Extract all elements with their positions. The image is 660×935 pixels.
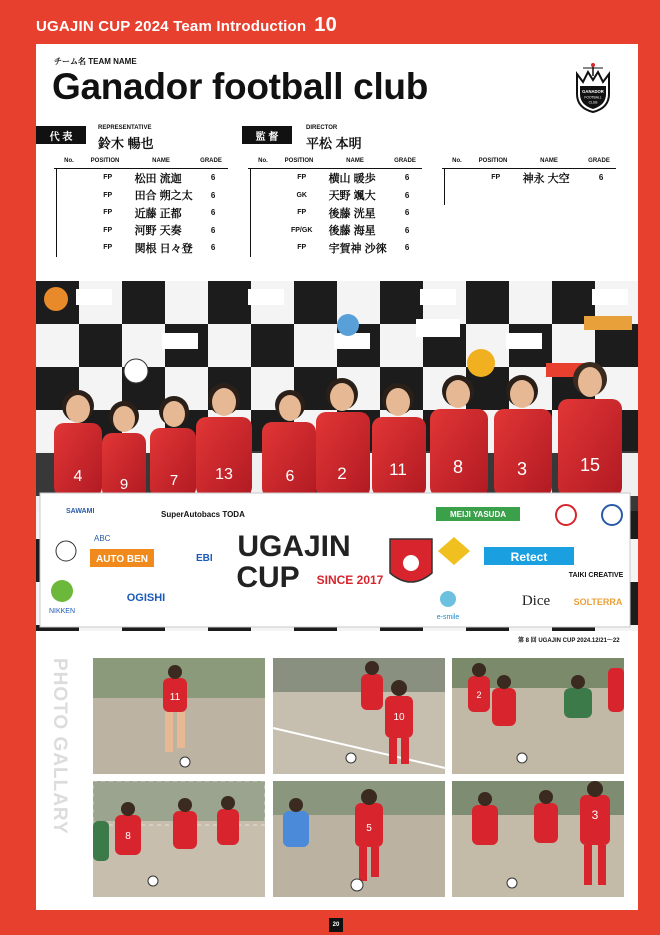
representative-label: REPRESENTATIVE — [98, 125, 152, 131]
table-row — [57, 222, 228, 240]
jersey-number: 8 — [452, 457, 464, 477]
director-label: DIRECTOR — [306, 125, 338, 131]
issue-title: UGAJIN CUP 2024 Team Introduction — [36, 18, 307, 35]
table-row — [251, 222, 422, 240]
jersey-number: 13 — [215, 466, 233, 483]
jersey-number: 4 — [73, 468, 83, 485]
jersey-number: 8 — [125, 831, 131, 842]
gallery-photo-2 — [273, 658, 445, 774]
photo-caption: 第 8 回 UGAJIN CUP 2024.12/21～22 — [518, 638, 620, 644]
team-name-label-jp: チーム名 — [54, 57, 86, 66]
player-position: FP/GK — [290, 226, 313, 234]
team-photo — [36, 281, 638, 631]
player-position: GK — [296, 191, 307, 199]
jersey-number: 6 — [285, 468, 295, 485]
jersey-number: 9 — [119, 476, 129, 493]
jersey-number: 7 — [169, 472, 179, 489]
player-position: FP — [297, 209, 307, 217]
banner-line1: UGAJIN — [237, 530, 351, 563]
jersey-number: 5 — [366, 823, 372, 834]
header-grade: GRADE — [394, 158, 416, 164]
player-name: 松田 流迦 — [134, 172, 182, 185]
sponsor-logo: SAWAMI — [66, 508, 95, 515]
sponsor-logo: Dice — [521, 593, 551, 609]
representative-name: 鈴木 暢也 — [98, 136, 154, 151]
player-grade: 6 — [210, 243, 216, 253]
player-grade: 6 — [210, 173, 216, 183]
player-grade: 6 — [210, 190, 216, 200]
header-name: NAME — [152, 158, 170, 164]
photo-gallery-label — [34, 652, 70, 867]
jersey-number: 11 — [389, 460, 407, 479]
sponsor-logo: NIKKEN — [48, 608, 76, 615]
header-no: No. — [452, 158, 462, 164]
roster-table-2 — [248, 158, 422, 257]
player-name: 神永 大空 — [522, 172, 570, 185]
table-row — [251, 239, 422, 257]
jersey-number: 11 — [169, 692, 181, 703]
banner-since: SINCE 2017 — [316, 573, 384, 587]
player-name: 田合 朔之太 — [134, 190, 193, 203]
player-name: 河野 天奏 — [134, 225, 182, 238]
roster-header — [442, 158, 616, 169]
crest-text-mid: FOOTBALL — [584, 95, 602, 100]
header-position: POSITION — [90, 158, 120, 164]
player-grade: 6 — [404, 208, 410, 218]
table-row — [57, 239, 228, 257]
sponsor-logo: SOLTERRA — [573, 597, 623, 607]
team-photo-image — [36, 281, 638, 631]
header-grade: GRADE — [588, 158, 610, 164]
player-grade: 6 — [404, 243, 410, 253]
sponsor-logo: AUTO BEN — [95, 554, 149, 565]
header-no: No. — [64, 158, 74, 164]
gallery-photo-6 — [452, 781, 624, 897]
sponsor-logo: Retect — [510, 550, 548, 564]
player-name: 後藤 海星 — [328, 225, 376, 238]
header-no: No. — [258, 158, 268, 164]
roster-table-3 — [442, 158, 616, 205]
header-name: NAME — [540, 158, 558, 164]
header-grade: GRADE — [200, 158, 222, 164]
roster-header — [248, 158, 422, 169]
sponsor-logo: MEIJI YASUDA — [449, 510, 507, 519]
header-position: POSITION — [478, 158, 508, 164]
table-row — [251, 169, 422, 187]
player-position: FP — [103, 209, 113, 217]
header-position: POSITION — [284, 158, 314, 164]
gallery-photo-3 — [452, 658, 624, 774]
crest-text-bot: CLUB — [588, 100, 598, 105]
jersey-number: 2 — [476, 690, 482, 700]
issue-header — [36, 14, 337, 37]
photo-gallery-text: PHOTO GALLARY — [49, 658, 70, 835]
player-position: FP — [297, 174, 307, 182]
director-tag: 監 督 — [242, 126, 292, 144]
player-name: 横山 暖歩 — [328, 172, 376, 185]
jersey-number: 15 — [579, 455, 601, 475]
director-name: 平松 本明 — [306, 136, 362, 151]
representative-tag: 代 表 — [36, 126, 86, 144]
header-name: NAME — [346, 158, 364, 164]
player-grade: 6 — [210, 208, 216, 218]
crest-text-top: GANADOR — [582, 89, 604, 94]
table-row — [251, 187, 422, 205]
issue-number: 10 — [314, 14, 337, 36]
player-position: FP — [103, 174, 113, 182]
sponsor-logo: ABC — [94, 534, 111, 543]
player-grade: 6 — [598, 173, 604, 183]
sponsor-logo: SuperAutobacs TODA — [161, 510, 245, 519]
table-row — [57, 204, 228, 222]
gallery-photo-1 — [93, 658, 265, 774]
jersey-number: 2 — [337, 464, 347, 483]
jersey-number: 3 — [591, 808, 599, 822]
table-row — [57, 187, 228, 205]
player-position: FP — [491, 174, 501, 182]
sponsor-logo: e-smile — [436, 614, 460, 621]
page-sheet — [36, 44, 638, 910]
jersey-number: 10 — [393, 712, 405, 723]
gallery-photo-5 — [273, 781, 445, 897]
team-name-label-en: TEAM NAME — [88, 57, 137, 66]
table-row — [251, 204, 422, 222]
player-grade: 6 — [404, 173, 410, 183]
jersey-number: 3 — [516, 459, 528, 479]
banner-line2: CUP — [236, 561, 300, 594]
player-name: 関根 日々登 — [134, 242, 193, 255]
player-name: 天野 颯大 — [328, 190, 376, 203]
table-row — [445, 169, 616, 187]
player-grade: 6 — [404, 225, 410, 235]
player-grade: 6 — [404, 190, 410, 200]
sponsor-logo: EBI — [196, 553, 213, 564]
roster-header — [54, 158, 228, 169]
page-number: 20 — [329, 918, 343, 932]
player-grade: 6 — [210, 225, 216, 235]
sponsor-logo: OGISHI — [126, 592, 166, 604]
player-position: FP — [103, 191, 113, 199]
gallery-photo-4 — [93, 781, 265, 897]
player-name: 近藤 正都 — [134, 207, 182, 220]
player-name: 後藤 洸星 — [328, 207, 376, 220]
player-position: FP — [297, 244, 307, 252]
club-crest-icon — [571, 62, 615, 114]
table-row — [57, 169, 228, 187]
roster-table-1 — [54, 158, 228, 257]
tournament-banner — [40, 493, 630, 627]
player-name: 宇賀神 沙徠 — [328, 242, 387, 255]
player-position: FP — [103, 226, 113, 234]
player-position: FP — [103, 244, 113, 252]
sponsor-logo: TAIKI CREATIVE — [568, 572, 624, 579]
team-name: Ganador football club — [52, 66, 429, 107]
